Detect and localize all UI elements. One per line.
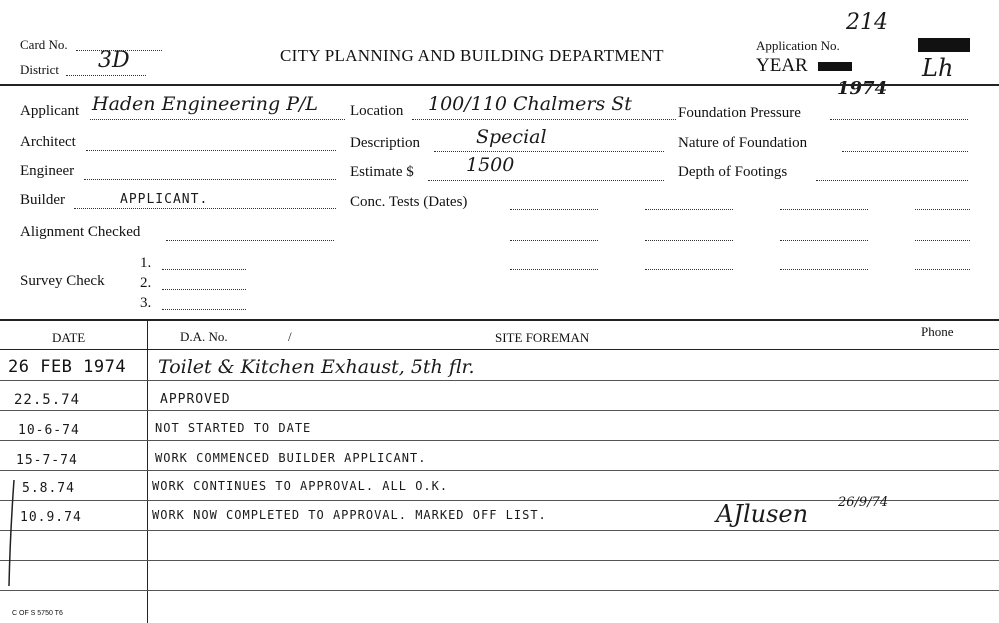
- survey-check-label: Survey Check: [20, 273, 105, 289]
- conc-test-line-9: [510, 269, 598, 270]
- site-foreman-header: SITE FOREMAN: [495, 330, 590, 345]
- depth-of-footings-line: [816, 180, 968, 181]
- row-1-text: Toilet & Kitchen Exhaust, 5th flr.: [158, 356, 475, 378]
- row-2-text: APPROVED: [160, 392, 231, 407]
- builder-line: [74, 208, 336, 209]
- table-row-line: [0, 560, 999, 561]
- survey-line-2: [162, 289, 246, 290]
- conc-test-line-2: [645, 209, 733, 210]
- signature: AJlusen: [716, 500, 809, 528]
- row-6-date: 10.9.74: [20, 510, 82, 525]
- builder-label: Builder: [20, 192, 65, 208]
- row-1-date: 26 FEB 1974: [8, 357, 127, 377]
- year-value: 1974: [837, 78, 888, 99]
- initials: Lh: [922, 54, 954, 82]
- conc-test-line-12: [915, 269, 970, 270]
- phone-header: Phone: [921, 324, 954, 339]
- survey-line-1: [162, 269, 246, 270]
- conc-test-line-1: [510, 209, 598, 210]
- conc-tests-label: Conc. Tests (Dates): [350, 194, 468, 210]
- conc-test-line-10: [645, 269, 733, 270]
- conc-test-line-5: [510, 240, 598, 241]
- description-label: Description: [350, 135, 420, 151]
- survey-item-1: 1.: [140, 255, 152, 271]
- page-title: CITY PLANNING AND BUILDING DEPARTMENT: [280, 46, 664, 65]
- table-row-line: [0, 440, 999, 441]
- redaction-mark: [918, 38, 970, 52]
- applicant-label: Applicant: [20, 103, 80, 119]
- conc-test-line-11: [780, 269, 868, 270]
- table-row-line: [0, 380, 999, 381]
- description-value: Special: [476, 126, 547, 148]
- foundation-pressure-label: Foundation Pressure: [678, 105, 801, 121]
- header-row-line: [0, 349, 999, 350]
- row-4-text: WORK COMMENCED BUILDER APPLICANT.: [155, 451, 427, 465]
- row-4-date: 15-7-74: [16, 453, 78, 468]
- form-code: C OF S 5750 T6: [12, 610, 63, 617]
- row-3-date: 10-6-74: [18, 423, 80, 438]
- row-5-text: WORK CONTINUES TO APPROVAL. ALL O.K.: [152, 479, 449, 493]
- nature-of-foundation-line: [842, 151, 968, 152]
- architect-label: Architect: [20, 134, 76, 150]
- survey-item-3: 3.: [140, 295, 152, 311]
- conc-test-line-3: [780, 209, 868, 210]
- row-6-text: WORK NOW COMPLETED TO APPROVAL. MARKED OFF LIST.: [152, 508, 547, 522]
- nature-of-foundation-label: Nature of Foundation: [678, 135, 808, 151]
- row-3-text: NOT STARTED TO DATE: [155, 421, 312, 435]
- card-no-label: Card No.: [20, 37, 68, 52]
- conc-test-line-6: [645, 240, 733, 241]
- conc-test-line-8: [915, 240, 970, 241]
- depth-of-footings-label: Depth of Footings: [678, 164, 788, 180]
- estimate-line: [428, 180, 664, 181]
- redaction-mark-year: [818, 62, 852, 71]
- engineer-label: Engineer: [20, 163, 75, 179]
- row-5-date: 5.8.74: [22, 481, 75, 496]
- conc-test-line-7: [780, 240, 868, 241]
- application-number-value: 214: [846, 10, 888, 35]
- margin-pen-stroke: [4, 478, 18, 588]
- signature-date: 26/9/74: [838, 495, 889, 510]
- survey-item-2: 2.: [140, 275, 152, 291]
- alignment-checked-line: [166, 240, 334, 241]
- date-column-divider: [147, 319, 148, 623]
- da-no-header: D.A. No.: [180, 329, 228, 344]
- location-label: Location: [350, 103, 404, 119]
- architect-line: [86, 150, 336, 151]
- table-row-line: [0, 530, 999, 531]
- row-2-date: 22.5.74: [14, 392, 81, 408]
- estimate-label: Estimate $: [350, 164, 414, 180]
- engineer-line: [84, 179, 336, 180]
- district-line: [66, 75, 146, 76]
- da-no-slash: /: [288, 329, 292, 344]
- location-line: [412, 119, 676, 120]
- header-divider: [0, 84, 999, 86]
- conc-test-line-4: [915, 209, 970, 210]
- district-label: District: [20, 62, 59, 77]
- location-value: 100/110 Chalmers St: [428, 93, 632, 115]
- applicant-line: [90, 119, 345, 120]
- year-label: YEAR: [756, 55, 808, 76]
- applicant-value: Haden Engineering P/L: [92, 93, 319, 115]
- table-row-line: [0, 410, 999, 411]
- application-no-label: Application No.: [756, 38, 840, 53]
- survey-line-3: [162, 309, 246, 310]
- alignment-checked-label: Alignment Checked: [20, 224, 141, 240]
- date-header: DATE: [52, 330, 86, 345]
- table-row-line: [0, 590, 999, 591]
- foundation-pressure-line: [830, 119, 968, 120]
- builder-value: APPLICANT.: [120, 192, 209, 207]
- table-row-line: [0, 470, 999, 471]
- district-value: 3D: [98, 48, 130, 73]
- estimate-value: 1500: [466, 154, 515, 176]
- description-line: [434, 151, 664, 152]
- table-top-border: [0, 319, 999, 321]
